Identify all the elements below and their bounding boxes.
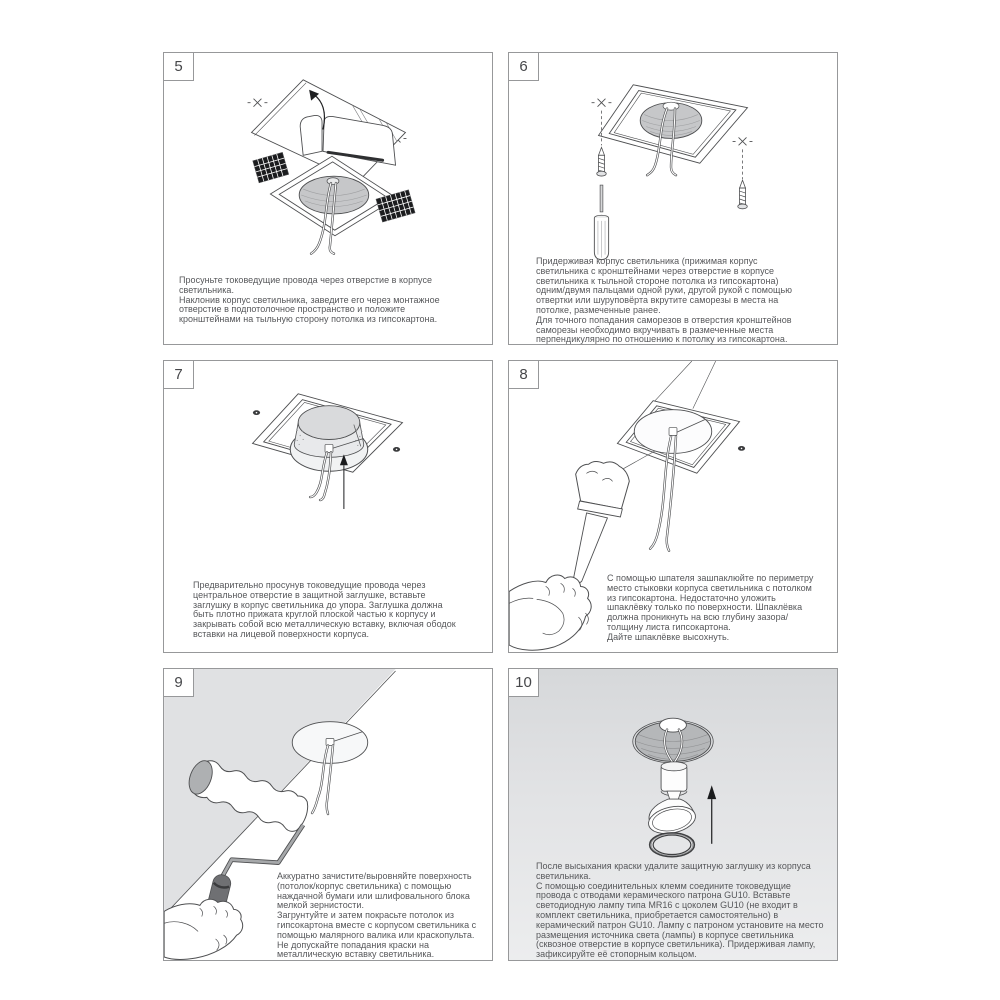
step7-text	[193, 581, 457, 640]
paragraph: Дайте шпаклёвке высохнуть.	[607, 631, 730, 642]
paragraph: Аккуратно зачистите/выровняйте поверхность (потолок/корпус светильника) с помощью наждачной бумаги или шлифовального блока мелкой зернистости.	[277, 871, 472, 911]
screw-head-icon	[253, 410, 260, 415]
putty-knife-icon	[574, 462, 630, 583]
paragraph: Предварительно просунув токоведущие провода через центральное отверстие в защитной заглушке, вставьте заглушку в корпус светильника до упора. Заглушка должна быть плотно прижата круглой плоской частью к корпусу и закрывать собой всю металлическую вставку, включая ободок вставки на лицевой поверхности корпуса.	[193, 580, 456, 639]
step-panel-8	[508, 360, 838, 653]
paragraph: Просуньте токоведущие провода через отверстие в корпусе светильника.	[179, 275, 433, 295]
retaining-ring	[650, 833, 695, 857]
paragraph: Для точного попадания саморезов в отверстия кронштейнов саморезы необходимо вкручивать в размеченные места перпендикулярно по отношению к потолку из гипсокартона.	[536, 314, 792, 345]
step5-text	[179, 276, 469, 325]
step-number-badge	[508, 668, 539, 697]
hand	[164, 899, 243, 959]
step-number: 8	[519, 366, 528, 383]
screw-head-icon	[393, 447, 400, 452]
step-panel-9	[163, 668, 493, 961]
position-mark-icon	[248, 99, 268, 107]
paragraph: После высыхания краски удалите защитную заглушку из корпуса светильника.	[536, 861, 811, 881]
ceiling-edge-lines	[654, 361, 716, 409]
paragraph: С помощью соединительных клемм соедините токоведущие провода с отводами керамического патрона GU10. Вставьте светодиодную лампу типа MR16 с цоколем GU10 (не входит в комплект светильника, приобретается самостоятельно) в керамический патрон GU10. Лампу с патроном установите на место размещения источника света (лампы) в корпусе светильника (сквозное отверстие в корпусе светильника). Придерживая лампу, зафиксируйте её стопорным кольцом.	[536, 880, 824, 960]
step-number: 6	[519, 58, 528, 75]
fixture-dome	[640, 102, 702, 138]
step-number: 9	[174, 674, 183, 691]
step-panel-6	[508, 52, 838, 345]
up-arrow-icon	[340, 454, 348, 509]
step10-text	[536, 862, 824, 960]
puttied-area	[634, 410, 711, 454]
hand	[509, 575, 591, 650]
mounting-bracket-icon	[253, 152, 289, 182]
paragraph: С помощью шпателя зашпаклюйте по периметру место стыковки корпуса светильника с потолком из гипсокартона. Недостаточно уложить шпаклёвку только по поверхности. Шпаклёвка должна проникнуть на всю глубину зазора/толщину листа гипсокартона.	[607, 573, 814, 632]
step-number-badge	[508, 360, 539, 389]
step9-text	[277, 872, 481, 960]
painted-fixture-area	[292, 722, 367, 764]
lamp-gu10	[646, 762, 698, 838]
recessed-dome	[633, 718, 713, 763]
screw-icon	[738, 180, 748, 209]
step-panel-5	[163, 52, 493, 345]
step8-text	[607, 574, 821, 643]
position-mark-icon	[592, 99, 612, 107]
step-number-badge	[163, 668, 194, 697]
step-number-badge	[508, 52, 539, 81]
protective-cap	[290, 406, 367, 472]
step-number: 7	[174, 366, 183, 383]
step-number: 5	[174, 58, 183, 75]
step-panel-10	[508, 668, 838, 961]
position-mark-icon	[733, 137, 753, 145]
screwdriver-icon	[594, 185, 608, 259]
step-number-badge	[163, 52, 194, 81]
step6-text	[536, 257, 794, 345]
paragraph: Придерживая корпус светильника (прижимая корпус светильника с кронштейнами через отверстие в корпусе светильника к тыльной стороне потолка из гипсокартона) одним/двумя пальцами одной руки, другой рукой с помощью отвертки или шуруповёрта вкрутите саморезы в места на потолке, размеченные ранее.	[536, 256, 792, 315]
step-panel-7	[163, 360, 493, 653]
paragraph: Загрунтуйте и затем покрасьте потолок из гипсокартона вместе с корпусом светильника с помощью малярного валика или краскопульта. Не допускайте попадания краски на металлическую вставку светильника.	[277, 910, 477, 960]
step-number-badge	[163, 360, 194, 389]
screw-icon	[597, 147, 607, 176]
step-number: 10	[515, 674, 532, 691]
paragraph: Наклонив корпус светильника, заведите его через монтажное отверстие в подпотолочное пространство и положите кронштейнами на тыльную сторону потолка из гипсокартона.	[179, 294, 440, 325]
screw-head-icon	[738, 446, 745, 451]
up-arrow-icon	[707, 785, 716, 844]
